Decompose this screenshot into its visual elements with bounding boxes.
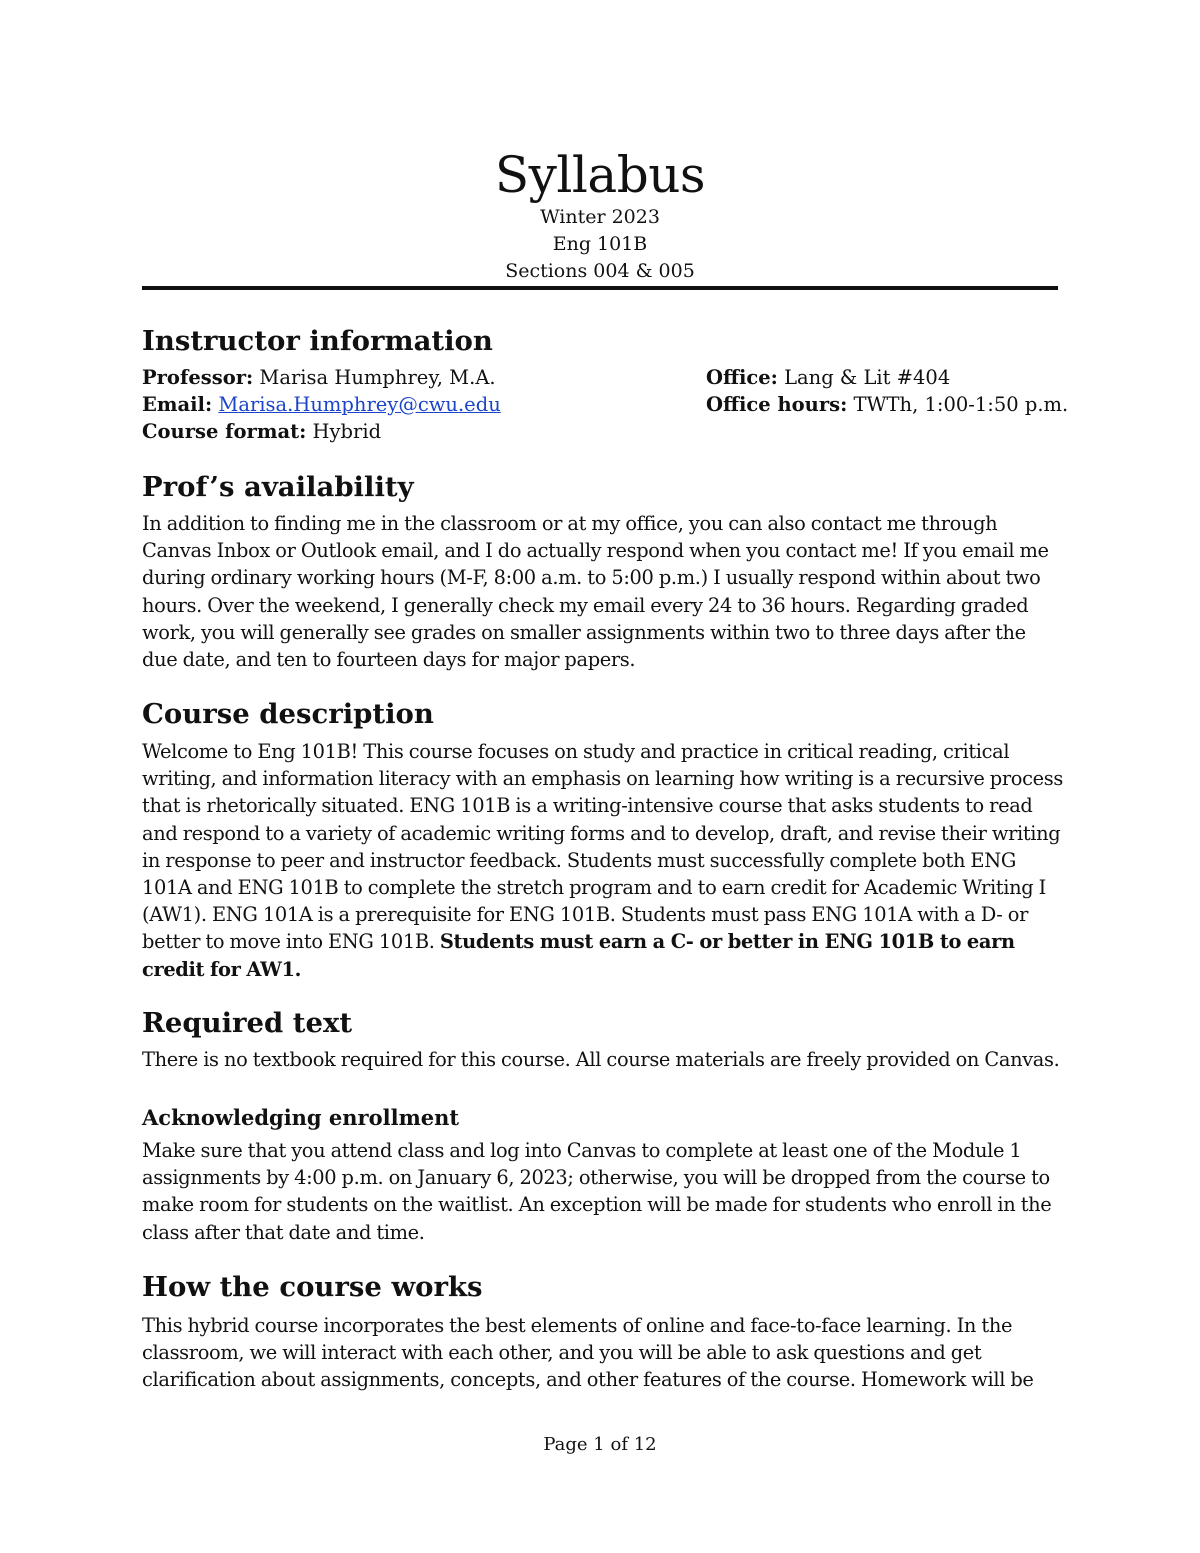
availability-paragraph: In addition to finding me in the classroom or at my office, you can also contact me through Canvas Inbox or Outlook email, and I do actually respond when you contact me! If you email me during ordinary working hours (M-F, 8:00 a.m. to 5:00 p.m.) I usually respond within about two hours. Over the weekend, I generally check my email every 24 to 36 hours. Regarding graded work, you will generally see grades on smaller assignments within two to three days after the due date, and ten to fourteen days for major papers. — [142, 512, 1049, 672]
format-label: Course format: — [142, 420, 307, 443]
email-link[interactable]: Marisa.Humphrey@cwu.edu — [218, 393, 501, 416]
page-number: Page 1 of 12 — [543, 1434, 657, 1455]
enrollment-heading: Acknowledging enrollment — [142, 1105, 460, 1130]
office-hours-label: Office hours: — [706, 393, 848, 416]
office-label: Office: — [706, 366, 778, 389]
email-line — [142, 391, 501, 418]
required-text-paragraph: There is no textbook required for this course. All course materials are freely provided on Canvas. — [142, 1048, 1060, 1071]
instructor-heading: Instructor information — [142, 325, 493, 357]
email-label: Email: — [142, 393, 213, 416]
enrollment-paragraph: Make sure that you attend class and log into Canvas to complete at least one of the Module 1 assignments by 4:00 p.m. on January 6, 2023; otherwise, you will be dropped from the course to make room for students on the waitlist. An exception will be made for students who enroll in the class after that date and time. — [142, 1139, 1052, 1244]
sections-line: Sections 004 & 005 — [505, 260, 695, 282]
header-divider — [142, 286, 1058, 290]
professor-line — [142, 364, 496, 391]
term-line: Winter 2023 — [540, 206, 660, 228]
format-value: Hybrid — [312, 420, 382, 443]
description-paragraph — [142, 738, 1064, 983]
professor-label: Professor: — [142, 366, 254, 389]
availability-heading: Prof’s availability — [142, 471, 414, 503]
description-heading: Course description — [142, 698, 434, 730]
required-text-heading: Required text — [142, 1007, 353, 1039]
document-title: Syllabus — [494, 146, 706, 204]
description-text: Welcome to Eng 101B! This course focuses on study and practice in critical reading, critical writing, and information literacy with an emphasis on learning how writing is a recursive process that is rhetorically situated. ENG 101B is a writing-intensive course that asks students to read and respond to a variety of academic writing forms and to develop, draft, and revise their writing in response to peer and instructor feedback. Students must successfully complete both ENG 101A and ENG 101B to complete the stretch program and to earn credit for Academic Writing I (AW1). ENG 101A is a prerequisite for ENG 101B. Students must pass ENG 101A with a D- or better to move into ENG 101B. — [142, 740, 1063, 954]
course-line: Eng 101B — [552, 233, 648, 255]
office-hours-value: TWTh, 1:00-1:50 p.m. — [853, 393, 1069, 416]
how-it-works-heading: How the course works — [142, 1271, 483, 1303]
description-bold-text: Students must earn a C- or better in ENG 101B to earn credit for AW1. — [142, 930, 1015, 981]
office-line — [706, 364, 950, 391]
format-line — [142, 418, 381, 445]
office-value: Lang & Lit #404 — [784, 366, 951, 389]
office-hours-line — [706, 391, 1068, 418]
professor-value: Marisa Humphrey, M.A. — [259, 366, 496, 389]
how-it-works-paragraph: This hybrid course incorporates the best elements of online and face-to-face learning. In the classroom, we will interact with each other, and you will be able to ask questions and get clarification about assignments, concepts, and other features of the course. Homework will be — [142, 1314, 1034, 1392]
